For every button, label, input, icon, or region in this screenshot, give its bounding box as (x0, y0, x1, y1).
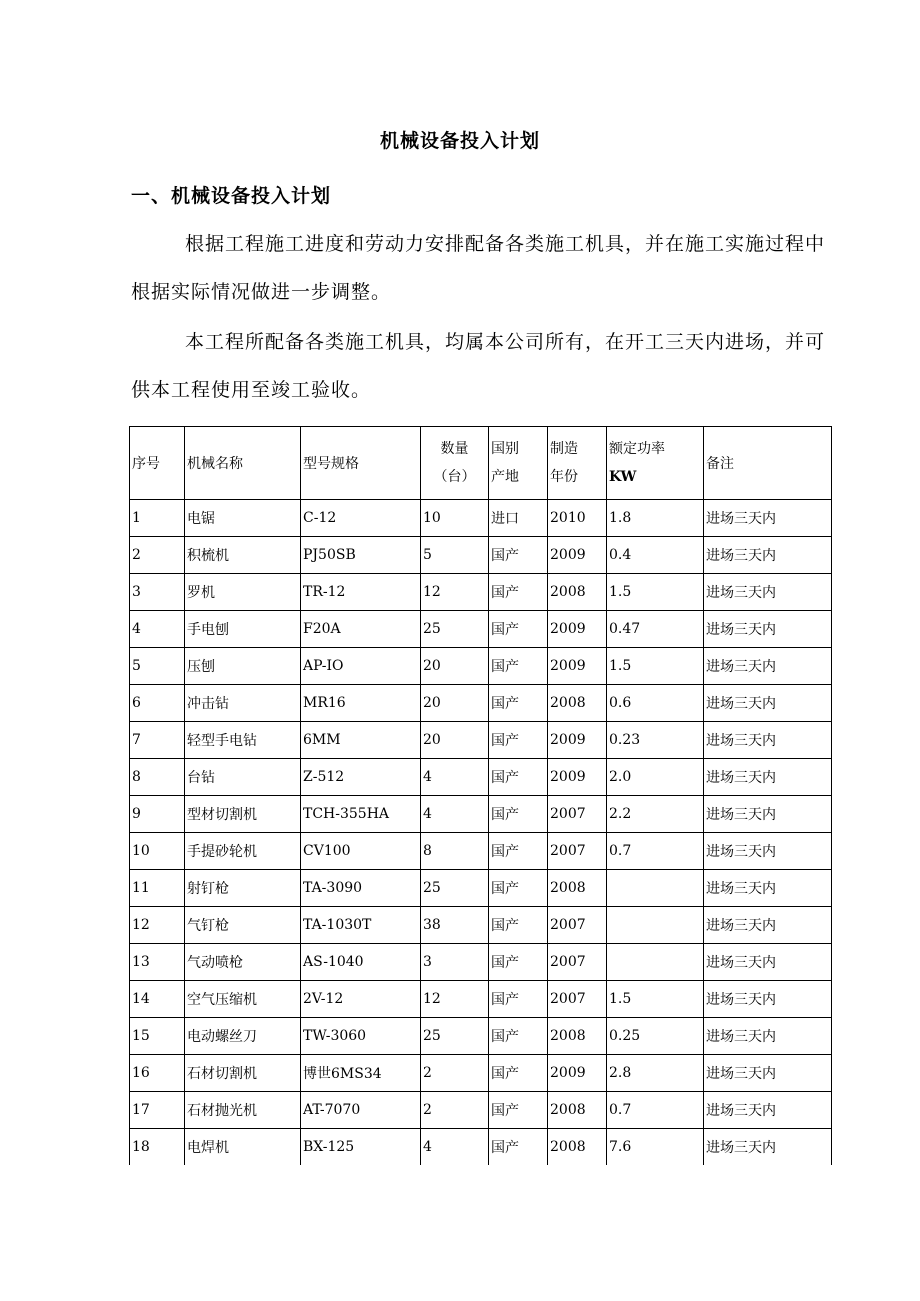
table-row (130, 1018, 832, 1055)
cell-origin: 国产 (489, 981, 548, 1018)
cell-name: 射钉枪 (185, 870, 301, 907)
cell-name: 气钉枪 (185, 907, 301, 944)
cell-remark: 进场三天内 (704, 722, 832, 759)
cell-origin: 国产 (489, 759, 548, 796)
cell-power (607, 870, 704, 907)
cell-quantity: 2 (421, 1055, 489, 1092)
cell-year: 2009 (548, 1055, 607, 1092)
cell-no: 11 (130, 870, 185, 907)
cell-model: TA-3090 (301, 870, 421, 907)
cell-remark: 进场三天内 (704, 537, 832, 574)
table-row (130, 796, 832, 833)
cell-origin: 国产 (489, 1129, 548, 1166)
cell-no: 18 (130, 1129, 185, 1166)
cell-model: C-12 (301, 500, 421, 537)
cell-origin: 国产 (489, 870, 548, 907)
cell-origin: 国产 (489, 722, 548, 759)
cell-name: 电焊机 (185, 1129, 301, 1166)
paragraph-text: 本工程所配备各类施工机具，均属本公司所有，在开工三天内进场，并可供本工程使用至竣工验收。 (131, 331, 826, 401)
cell-year: 2009 (548, 611, 607, 648)
cell-model: TA-1030T (301, 907, 421, 944)
cell-remark: 进场三天内 (704, 685, 832, 722)
cell-power: 0.23 (607, 722, 704, 759)
cell-power: 0.4 (607, 537, 704, 574)
cell-name: 台钻 (185, 759, 301, 796)
paragraph (131, 220, 831, 316)
header-origin-line1: 国别 (491, 441, 519, 457)
cell-quantity: 12 (421, 574, 489, 611)
cell-no: 16 (130, 1055, 185, 1092)
cell-quantity: 20 (421, 722, 489, 759)
cell-no: 2 (130, 537, 185, 574)
header-year (548, 427, 607, 500)
table-row (130, 1092, 832, 1129)
cell-model: AS-1040 (301, 944, 421, 981)
cell-name: 手提砂轮机 (185, 833, 301, 870)
cell-origin: 国产 (489, 944, 548, 981)
cell-no: 6 (130, 685, 185, 722)
cell-year: 2008 (548, 1018, 607, 1055)
header-quantity-line2: （台） (433, 469, 476, 485)
cell-origin: 国产 (489, 907, 548, 944)
cell-no: 14 (130, 981, 185, 1018)
cell-remark: 进场三天内 (704, 759, 832, 796)
section-heading: 一、机械设备投入计划 (131, 185, 332, 207)
cell-no: 3 (130, 574, 185, 611)
cell-year: 2008 (548, 1092, 607, 1129)
cell-remark: 进场三天内 (704, 500, 832, 537)
cell-year: 2007 (548, 981, 607, 1018)
cell-name: 手电刨 (185, 611, 301, 648)
cell-no: 17 (130, 1092, 185, 1129)
cell-remark: 进场三天内 (704, 574, 832, 611)
cell-remark: 进场三天内 (704, 648, 832, 685)
cell-power: 0.7 (607, 833, 704, 870)
header-name: 机械名称 (185, 427, 301, 500)
table-row (130, 574, 832, 611)
cell-model: AT-7070 (301, 1092, 421, 1129)
cell-no: 1 (130, 500, 185, 537)
cell-name: 型材切割机 (185, 796, 301, 833)
cell-remark: 进场三天内 (704, 1092, 832, 1129)
cell-remark: 进场三天内 (704, 1055, 832, 1092)
cell-quantity: 5 (421, 537, 489, 574)
cell-name: 罗机 (185, 574, 301, 611)
table-row (130, 870, 832, 907)
cell-year: 2007 (548, 796, 607, 833)
cell-power: 2.2 (607, 796, 704, 833)
cell-model: 博世6MS34 (301, 1055, 421, 1092)
cell-no: 13 (130, 944, 185, 981)
cell-quantity: 10 (421, 500, 489, 537)
table-row (130, 537, 832, 574)
cell-model: TW-3060 (301, 1018, 421, 1055)
cell-quantity: 25 (421, 1018, 489, 1055)
cell-power: 0.25 (607, 1018, 704, 1055)
cell-model: CV100 (301, 833, 421, 870)
cell-power: 0.6 (607, 685, 704, 722)
cell-origin: 国产 (489, 685, 548, 722)
header-model: 型号规格 (301, 427, 421, 500)
cell-model: PJ50SB (301, 537, 421, 574)
table-row (130, 981, 832, 1018)
cell-quantity: 25 (421, 611, 489, 648)
cell-power: 2.8 (607, 1055, 704, 1092)
cell-power: 1.5 (607, 981, 704, 1018)
cell-quantity: 8 (421, 833, 489, 870)
cell-year: 2008 (548, 870, 607, 907)
cell-power (607, 907, 704, 944)
cell-name: 冲击钻 (185, 685, 301, 722)
cell-quantity: 20 (421, 685, 489, 722)
paragraph (131, 318, 831, 414)
cell-power: 1.5 (607, 574, 704, 611)
cell-model: AP-IO (301, 648, 421, 685)
cell-no: 4 (130, 611, 185, 648)
cell-quantity: 3 (421, 944, 489, 981)
cell-model: F20A (301, 611, 421, 648)
cell-power: 1.5 (607, 648, 704, 685)
cell-year: 2008 (548, 574, 607, 611)
cell-power: 1.8 (607, 500, 704, 537)
cell-no: 10 (130, 833, 185, 870)
cell-quantity: 38 (421, 907, 489, 944)
cell-model: 2V-12 (301, 981, 421, 1018)
cell-no: 7 (130, 722, 185, 759)
cell-origin: 国产 (489, 796, 548, 833)
cell-name: 积梳机 (185, 537, 301, 574)
header-origin-line2: 产地 (491, 469, 519, 485)
cell-no: 12 (130, 907, 185, 944)
cell-origin: 国产 (489, 833, 548, 870)
table-row (130, 611, 832, 648)
cell-model: TCH-355HA (301, 796, 421, 833)
cell-year: 2008 (548, 1129, 607, 1166)
table-row (130, 1055, 832, 1092)
cell-power: 0.7 (607, 1092, 704, 1129)
cell-remark: 进场三天内 (704, 611, 832, 648)
header-quantity (421, 427, 489, 500)
paragraph-text: 根据工程施工进度和劳动力安排配备各类施工机具，并在施工实施过程中根据实际情况做进一步调整。 (131, 233, 826, 303)
document-title: 机械设备投入计划 (379, 130, 540, 152)
cell-origin: 国产 (489, 537, 548, 574)
cell-quantity: 25 (421, 870, 489, 907)
cell-no: 8 (130, 759, 185, 796)
cell-remark: 进场三天内 (704, 1018, 832, 1055)
cell-name: 压刨 (185, 648, 301, 685)
cell-remark: 进场三天内 (704, 981, 832, 1018)
cell-remark: 进场三天内 (704, 796, 832, 833)
cell-origin: 国产 (489, 1055, 548, 1092)
cell-remark: 进场三天内 (704, 944, 832, 981)
cell-model: MR16 (301, 685, 421, 722)
cell-year: 2009 (548, 759, 607, 796)
cell-year: 2009 (548, 722, 607, 759)
cell-model: BX-125 (301, 1129, 421, 1166)
header-quantity-line1: 数量 (440, 441, 469, 457)
cell-power: 7.6 (607, 1129, 704, 1166)
table-row (130, 833, 832, 870)
cell-name: 空气压缩机 (185, 981, 301, 1018)
cell-name: 气动喷枪 (185, 944, 301, 981)
header-power (607, 427, 704, 500)
cell-power (607, 944, 704, 981)
table-row (130, 648, 832, 685)
cell-quantity: 2 (421, 1092, 489, 1129)
cell-name: 石材抛光机 (185, 1092, 301, 1129)
cell-quantity: 12 (421, 981, 489, 1018)
cell-origin: 国产 (489, 1018, 548, 1055)
header-no: 序号 (130, 427, 185, 500)
cell-model: TR-12 (301, 574, 421, 611)
cell-model: 6MM (301, 722, 421, 759)
cell-name: 电锯 (185, 500, 301, 537)
cell-year: 2008 (548, 685, 607, 722)
header-origin (489, 427, 548, 500)
header-year-line2: 年份 (550, 469, 578, 485)
cell-origin: 进口 (489, 500, 548, 537)
cell-remark: 进场三天内 (704, 833, 832, 870)
cell-remark: 进场三天内 (704, 870, 832, 907)
cell-power: 0.47 (607, 611, 704, 648)
header-remark: 备注 (704, 427, 832, 500)
header-power-line1: 额定功率 (609, 441, 665, 457)
cell-quantity: 4 (421, 796, 489, 833)
cell-model: Z-512 (301, 759, 421, 796)
cell-origin: 国产 (489, 574, 548, 611)
table-row (130, 759, 832, 796)
cell-name: 石材切割机 (185, 1055, 301, 1092)
cell-power: 2.0 (607, 759, 704, 796)
cell-year: 2007 (548, 833, 607, 870)
cell-origin: 国产 (489, 1092, 548, 1129)
cell-year: 2007 (548, 907, 607, 944)
cell-year: 2007 (548, 944, 607, 981)
cell-quantity: 4 (421, 1129, 489, 1166)
cell-name: 轻型手电钻 (185, 722, 301, 759)
table-row (130, 500, 832, 537)
cell-year: 2009 (548, 537, 607, 574)
cell-origin: 国产 (489, 611, 548, 648)
cell-year: 2009 (548, 648, 607, 685)
table-row (130, 722, 832, 759)
cell-quantity: 20 (421, 648, 489, 685)
cell-remark: 进场三天内 (704, 907, 832, 944)
table-header-row (130, 427, 832, 500)
cell-remark: 进场三天内 (704, 1129, 832, 1166)
header-year-line1: 制造 (550, 441, 578, 457)
cell-no: 9 (130, 796, 185, 833)
cell-year: 2010 (548, 500, 607, 537)
cell-quantity: 4 (421, 759, 489, 796)
table-row (130, 1129, 832, 1166)
cell-no: 5 (130, 648, 185, 685)
table-row (130, 685, 832, 722)
cell-origin: 国产 (489, 648, 548, 685)
table-row (130, 944, 832, 981)
equipment-table (129, 426, 832, 1165)
cell-name: 电动螺丝刀 (185, 1018, 301, 1055)
cell-no: 15 (130, 1018, 185, 1055)
header-power-line2: KW (609, 469, 637, 485)
table-row (130, 907, 832, 944)
